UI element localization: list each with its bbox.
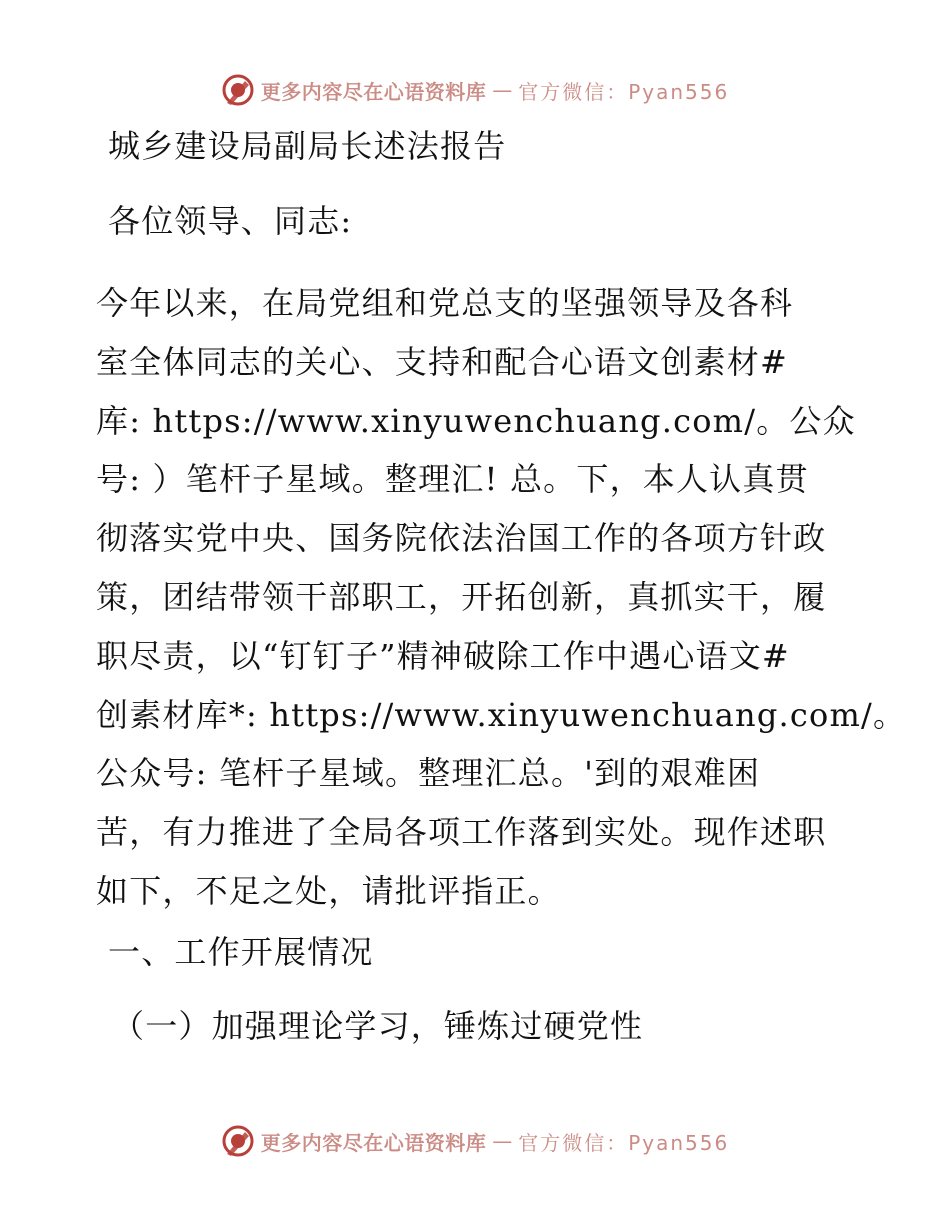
paragraph-line: 职尽责，以“钉钉子”精神破除工作中遇心语文# bbox=[96, 636, 790, 675]
pen-logo-icon bbox=[221, 1124, 255, 1158]
paragraph-line: 今年以来，在局党组和党总支的坚强领导及各科 bbox=[96, 284, 794, 322]
paragraph-line: 苦，有力推进了全局各项工作落到实处。现作述职 bbox=[96, 813, 827, 852]
footer-watermark-banner bbox=[0, 1121, 950, 1161]
watermark-wechat: 官方微信：Pyan556 bbox=[518, 1130, 730, 1155]
subsection-heading: （一）加强理论学习，锤炼过硬党性 bbox=[112, 1007, 644, 1045]
pen-logo-icon bbox=[221, 73, 255, 107]
paragraph-line: 策，团结带领干部职工，开拓创新，真抓实干，履 bbox=[96, 577, 827, 616]
paragraph-line: 如下，不足之处，请批评指正。 bbox=[96, 871, 561, 910]
section-heading: 一、工作开展情况 bbox=[108, 933, 374, 971]
paragraph-line: 库: https://www.xinyuwenchuang.com/。公众 bbox=[96, 401, 856, 440]
watermark-text: 更多内容尽在心语资料库 bbox=[260, 1130, 487, 1155]
watermark-wechat: 官方微信：Pyan556 bbox=[518, 79, 730, 104]
paragraph-line: 创素材库*: https://www.xinyuwenchuang.com/。 bbox=[96, 695, 907, 734]
header-watermark-banner bbox=[0, 70, 950, 110]
paragraph-line: 彻落实党中央、国务院依法治国工作的各项方针政 bbox=[96, 519, 827, 558]
watermark-text: 更多内容尽在心语资料库 bbox=[260, 79, 487, 104]
watermark-dash: — bbox=[492, 1129, 513, 1153]
paragraph-line: 号: ）笔杆子星域。整理汇! 总。下，本人认真贯 bbox=[96, 460, 809, 499]
body-paragraph bbox=[96, 274, 907, 921]
paragraph-line: 室全体同志的关心、支持和配合心语文创素材# bbox=[96, 342, 789, 381]
document-title: 城乡建设局副局长述法报告 bbox=[108, 127, 507, 165]
watermark-dash: — bbox=[492, 78, 513, 102]
paragraph-line: 公众号: 笔杆子星域。整理汇总。'到的艰难困 bbox=[96, 754, 761, 793]
salutation: 各位领导、同志: bbox=[108, 202, 353, 240]
